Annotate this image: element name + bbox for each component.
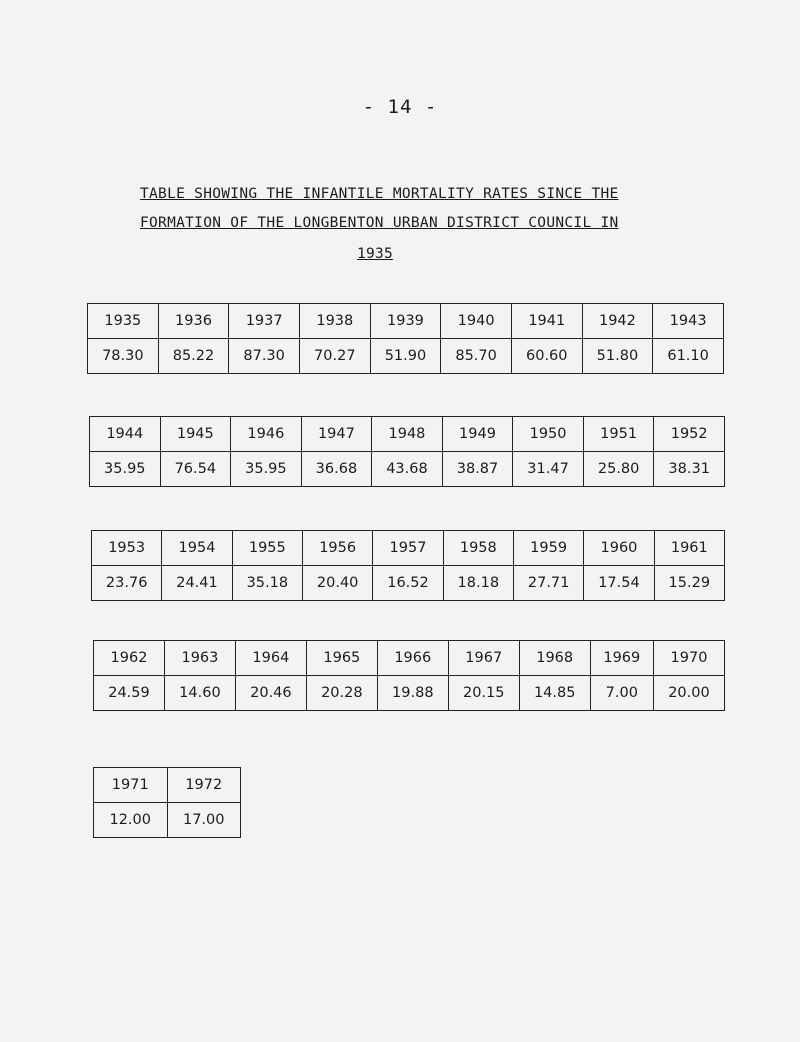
year-cell: 1962 — [94, 641, 165, 676]
year-cell: 1942 — [582, 304, 653, 339]
year-cell: 1966 — [377, 641, 448, 676]
rate-cell: 76.54 — [160, 452, 231, 487]
rate-row — [94, 676, 725, 711]
page-number: - 14 - — [362, 96, 438, 118]
year-cell: 1955 — [232, 531, 302, 566]
year-row — [94, 641, 725, 676]
rate-cell: 85.22 — [158, 339, 229, 374]
year-cell: 1950 — [513, 417, 584, 452]
year-cell: 1960 — [584, 531, 654, 566]
rate-cell: 14.60 — [164, 676, 235, 711]
year-cell: 1947 — [301, 417, 372, 452]
year-cell: 1945 — [160, 417, 231, 452]
year-cell: 1968 — [519, 641, 590, 676]
year-cell: 1949 — [442, 417, 513, 452]
mortality-table-1953-1961 — [91, 530, 725, 601]
year-cell: 1940 — [441, 304, 512, 339]
year-cell: 1948 — [372, 417, 443, 452]
year-cell: 1937 — [229, 304, 300, 339]
rate-cell: 78.30 — [88, 339, 159, 374]
rate-cell: 85.70 — [441, 339, 512, 374]
rate-cell: 51.90 — [370, 339, 441, 374]
rate-cell: 43.68 — [372, 452, 443, 487]
year-cell: 1953 — [92, 531, 162, 566]
rate-cell: 24.41 — [162, 566, 232, 601]
year-cell: 1961 — [654, 531, 724, 566]
year-row — [90, 417, 725, 452]
rate-row — [90, 452, 725, 487]
rate-cell: 20.28 — [306, 676, 377, 711]
rate-cell: 35.95 — [231, 452, 302, 487]
rate-cell: 17.54 — [584, 566, 654, 601]
year-cell: 1943 — [653, 304, 724, 339]
rate-cell: 87.30 — [229, 339, 300, 374]
rate-cell: 14.85 — [519, 676, 590, 711]
year-row — [88, 304, 724, 339]
year-cell: 1967 — [448, 641, 519, 676]
year-cell: 1957 — [373, 531, 443, 566]
mortality-table-1962-1970 — [93, 640, 725, 711]
year-cell: 1969 — [590, 641, 653, 676]
rate-cell: 20.15 — [448, 676, 519, 711]
rate-cell: 35.95 — [90, 452, 161, 487]
rate-cell: 36.68 — [301, 452, 372, 487]
rate-cell: 25.80 — [583, 452, 654, 487]
year-cell: 1951 — [583, 417, 654, 452]
year-row — [94, 768, 241, 803]
year-cell: 1958 — [443, 531, 513, 566]
year-cell: 1946 — [231, 417, 302, 452]
mortality-table-1935-1943 — [87, 303, 724, 374]
rate-cell: 35.18 — [232, 566, 302, 601]
rate-cell: 61.10 — [653, 339, 724, 374]
rate-cell: 70.27 — [299, 339, 370, 374]
year-cell: 1944 — [90, 417, 161, 452]
rate-cell: 23.76 — [92, 566, 162, 601]
rate-row — [88, 339, 724, 374]
year-cell: 1956 — [302, 531, 372, 566]
document-title — [140, 180, 640, 269]
rate-row — [94, 803, 241, 838]
title-line-1: TABLE SHOWING THE INFANTILE MORTALITY RATES SINCE THE — [140, 186, 619, 202]
rate-cell: 38.31 — [654, 452, 725, 487]
rate-cell: 31.47 — [513, 452, 584, 487]
year-cell: 1963 — [164, 641, 235, 676]
year-cell: 1938 — [299, 304, 370, 339]
rate-cell: 17.00 — [167, 803, 241, 838]
year-cell: 1965 — [306, 641, 377, 676]
year-cell: 1939 — [370, 304, 441, 339]
year-cell: 1936 — [158, 304, 229, 339]
year-cell: 1935 — [88, 304, 159, 339]
title-line-2: FORMATION OF THE LONGBENTON URBAN DISTRICT COUNCIL IN — [140, 215, 619, 231]
year-cell: 1972 — [167, 768, 241, 803]
rate-cell: 20.00 — [653, 676, 724, 711]
rate-row — [92, 566, 725, 601]
year-cell: 1954 — [162, 531, 232, 566]
year-cell: 1964 — [235, 641, 306, 676]
year-cell: 1970 — [653, 641, 724, 676]
year-cell: 1971 — [94, 768, 168, 803]
mortality-table-1971-1972 — [93, 767, 241, 838]
rate-cell: 20.40 — [302, 566, 372, 601]
rate-cell: 38.87 — [442, 452, 513, 487]
rate-cell: 20.46 — [235, 676, 306, 711]
year-cell: 1941 — [511, 304, 582, 339]
rate-cell: 27.71 — [513, 566, 583, 601]
rate-cell: 12.00 — [94, 803, 168, 838]
title-line-3: 1935 — [356, 246, 394, 262]
mortality-table-1944-1952 — [89, 416, 725, 487]
year-row — [92, 531, 725, 566]
rate-cell: 16.52 — [373, 566, 443, 601]
rate-cell: 19.88 — [377, 676, 448, 711]
rate-cell: 51.80 — [582, 339, 653, 374]
rate-cell: 24.59 — [94, 676, 165, 711]
rate-cell: 60.60 — [511, 339, 582, 374]
rate-cell: 15.29 — [654, 566, 724, 601]
year-cell: 1952 — [654, 417, 725, 452]
rate-cell: 18.18 — [443, 566, 513, 601]
year-cell: 1959 — [513, 531, 583, 566]
rate-cell: 7.00 — [590, 676, 653, 711]
